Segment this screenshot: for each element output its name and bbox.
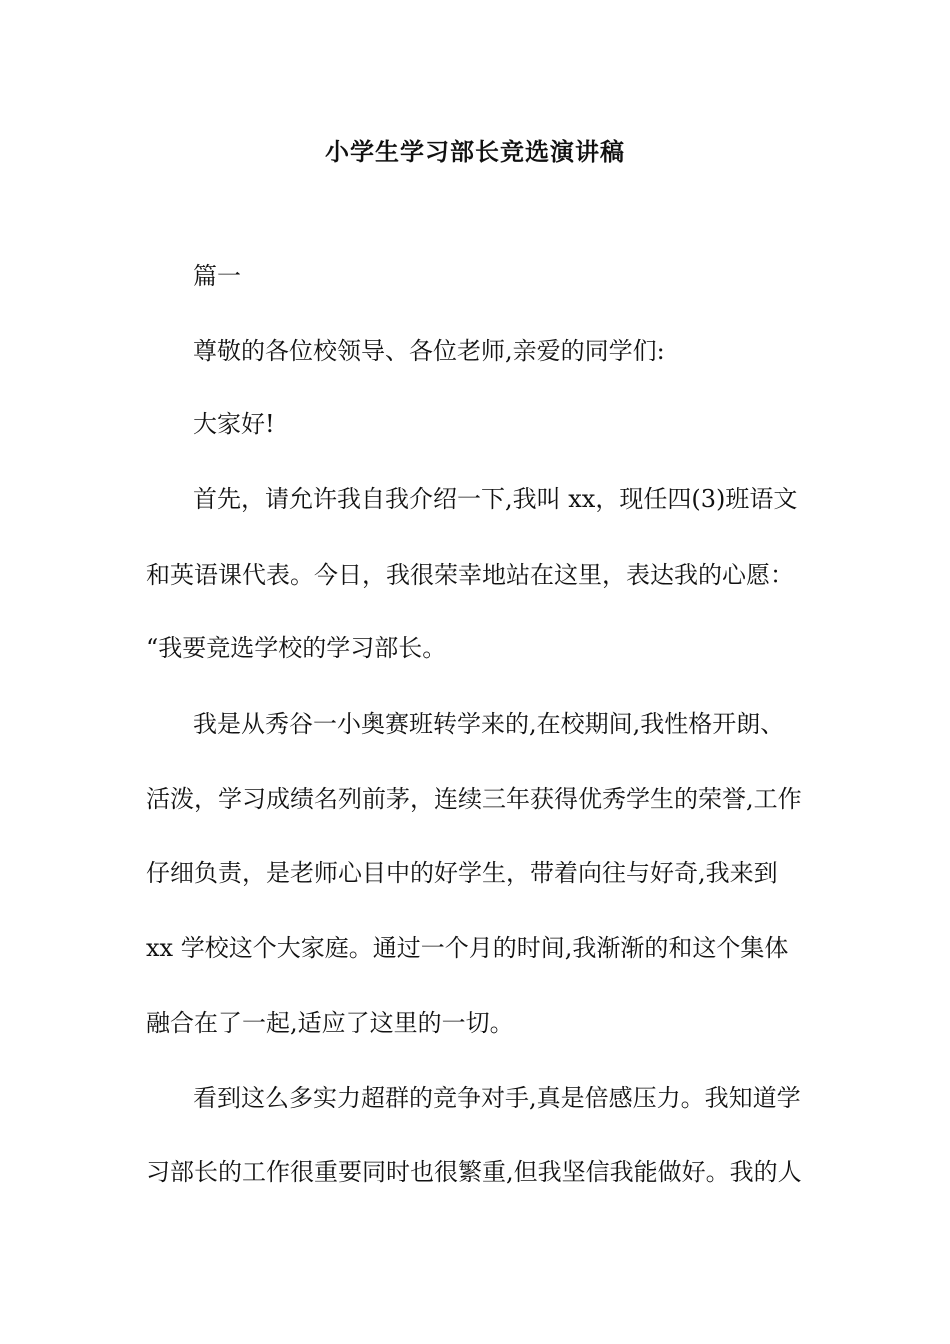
paragraph-line: 融合在了一起,适应了这里的一切。 <box>146 1009 514 1037</box>
section-heading: 篇一 <box>193 262 241 290</box>
salutation-line: 尊敬的各位校领导、各位老师,亲爱的同学们: <box>193 337 665 365</box>
paragraph-line: 仔细负责，是老师心目中的好学生，带着向往与好奇,我来到 <box>146 859 778 887</box>
paragraph-line: 活泼，学习成绩名列前茅，连续三年获得优秀学生的荣誉,工作 <box>146 785 802 813</box>
paragraph-line: 和英语课代表。今日，我很荣幸地站在这里，表达我的心愿： <box>146 561 794 589</box>
paragraph-line: 习部长的工作很重要同时也很繁重,但我坚信我能做好。我的人 <box>146 1158 802 1186</box>
paragraph-line: 首先，请允许我自我介绍一下,我叫 xx，现任四(3)班语文 <box>193 485 798 513</box>
document-title: 小学生学习部长竞选演讲稿 <box>325 137 625 166</box>
paragraph-line: xx 学校这个大家庭。通过一个月的时间,我渐渐的和这个集体 <box>146 934 789 962</box>
greeting-line: 大家好! <box>193 410 275 438</box>
paragraph-line: 看到这么多实力超群的竞争对手,真是倍感压力。我知道学 <box>193 1084 801 1112</box>
paragraph-line: 我是从秀谷一小奥赛班转学来的,在校期间,我性格开朗、 <box>193 710 785 738</box>
paragraph-line: “我要竞选学校的学习部长。 <box>146 634 447 662</box>
